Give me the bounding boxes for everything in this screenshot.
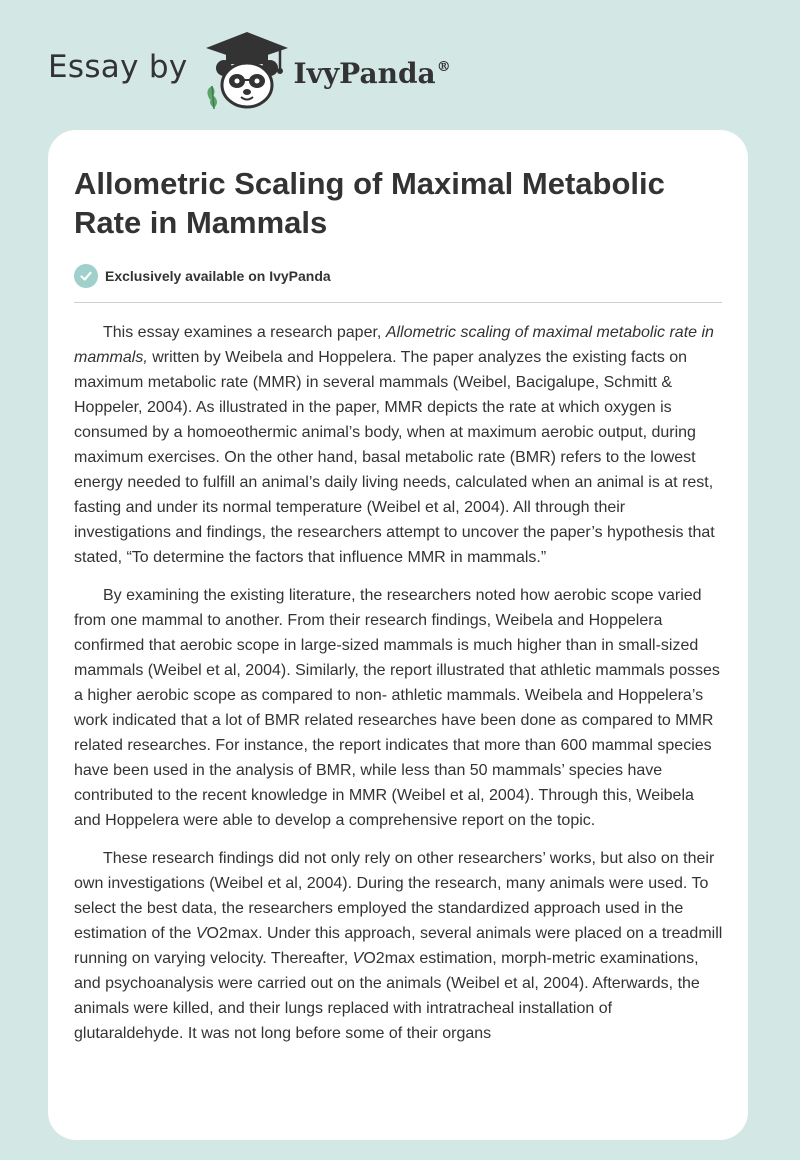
brand-label: IvyPanda [293, 56, 436, 90]
panda-logo-icon[interactable] [202, 30, 292, 110]
essay-by-label: Essay by [48, 49, 188, 85]
exclusive-label: Exclusively available on IvyPanda [105, 268, 331, 284]
exclusive-badge [74, 264, 331, 288]
paragraph-2: By examining the existing literature, the researchers noted how aerobic scope varied from one mammal to another. From their research findings, Weibela and Hoppelera confirmed that aerobic scope in large-sized mammals is much higher than in small-sized mammals (Weibel et al, 2004). Similarly, the report illustrated that athletic mammals posses a higher aerobic scope as compared to non- athletic mammals. Weibela and Hoppelera’s work indicated that a lot of BMR related researches have been done as compared to MMR related researches. For instance, the report indicates that more than 600 mammal species have been used in the analysis of BMR, while less than 50 mammals’ species have contributed to the recent knowledge in MMR (Weibel et al, 2004). Through this, Weibela and Hoppelera were able to develop a comprehensive report on the topic. [74, 587, 720, 829]
essay-body [74, 320, 724, 1059]
essay-card [48, 130, 748, 1140]
paper-title-italic: Allometric scaling of maximal metabolic rate in mammals, [74, 324, 714, 366]
page-title: Allometric Scaling of Maximal Metabolic Rate in Mammals [74, 166, 665, 240]
site-header [48, 30, 508, 110]
check-circle-icon [74, 264, 98, 288]
paragraph-1: This essay examines a research paper, Allometric scaling of maximal metabolic rate in mammals, written by Weibela and Hoppelera. The paper analyzes the existing facts on maximum metabolic rate (MMR) in several mammals (Weibel, Bacigalupe, Schmitt & Hoppeler, 2004). As illustrated in the paper, MMR depicts the rate at which oxygen is consumed by a homoeothermic animal’s body, when at maximum aerobic output, during maximum exercises. On the other hand, basal metabolic rate (BMR) refers to the lowest energy needed to fulfill an animal’s daily living needs, calculated when an animal is at rest, fasting and under its normal temperature (Weibel et al, 2004). All through their investigations and findings, the researchers attempt to uncover the paper’s hypothesis that stated, “To determine the factors that influence MMR in mammals.” [74, 324, 715, 566]
registered-mark: ® [436, 58, 451, 75]
paragraph-3: These research findings did not only rely on other researchers’ works, but also on their own investigations (Weibel et al, 2004). During the research, many animals were used. To select the best data, the researchers employed the standardized approach used in the estimation of the VO2max. Under this approach, several animals were placed on a treadmill running on varying velocity. Thereafter, VO2max estimation, morph-metric examinations, and psychoanalysis were carried out on the animals (Weibel et al, 2004). Afterwards, the animals were killed, and their lungs replaced with intratracheal installation of glutaraldehyde. It was not long before some of their organs [74, 850, 723, 1042]
divider [74, 302, 722, 303]
brand-name[interactable] [294, 57, 451, 90]
